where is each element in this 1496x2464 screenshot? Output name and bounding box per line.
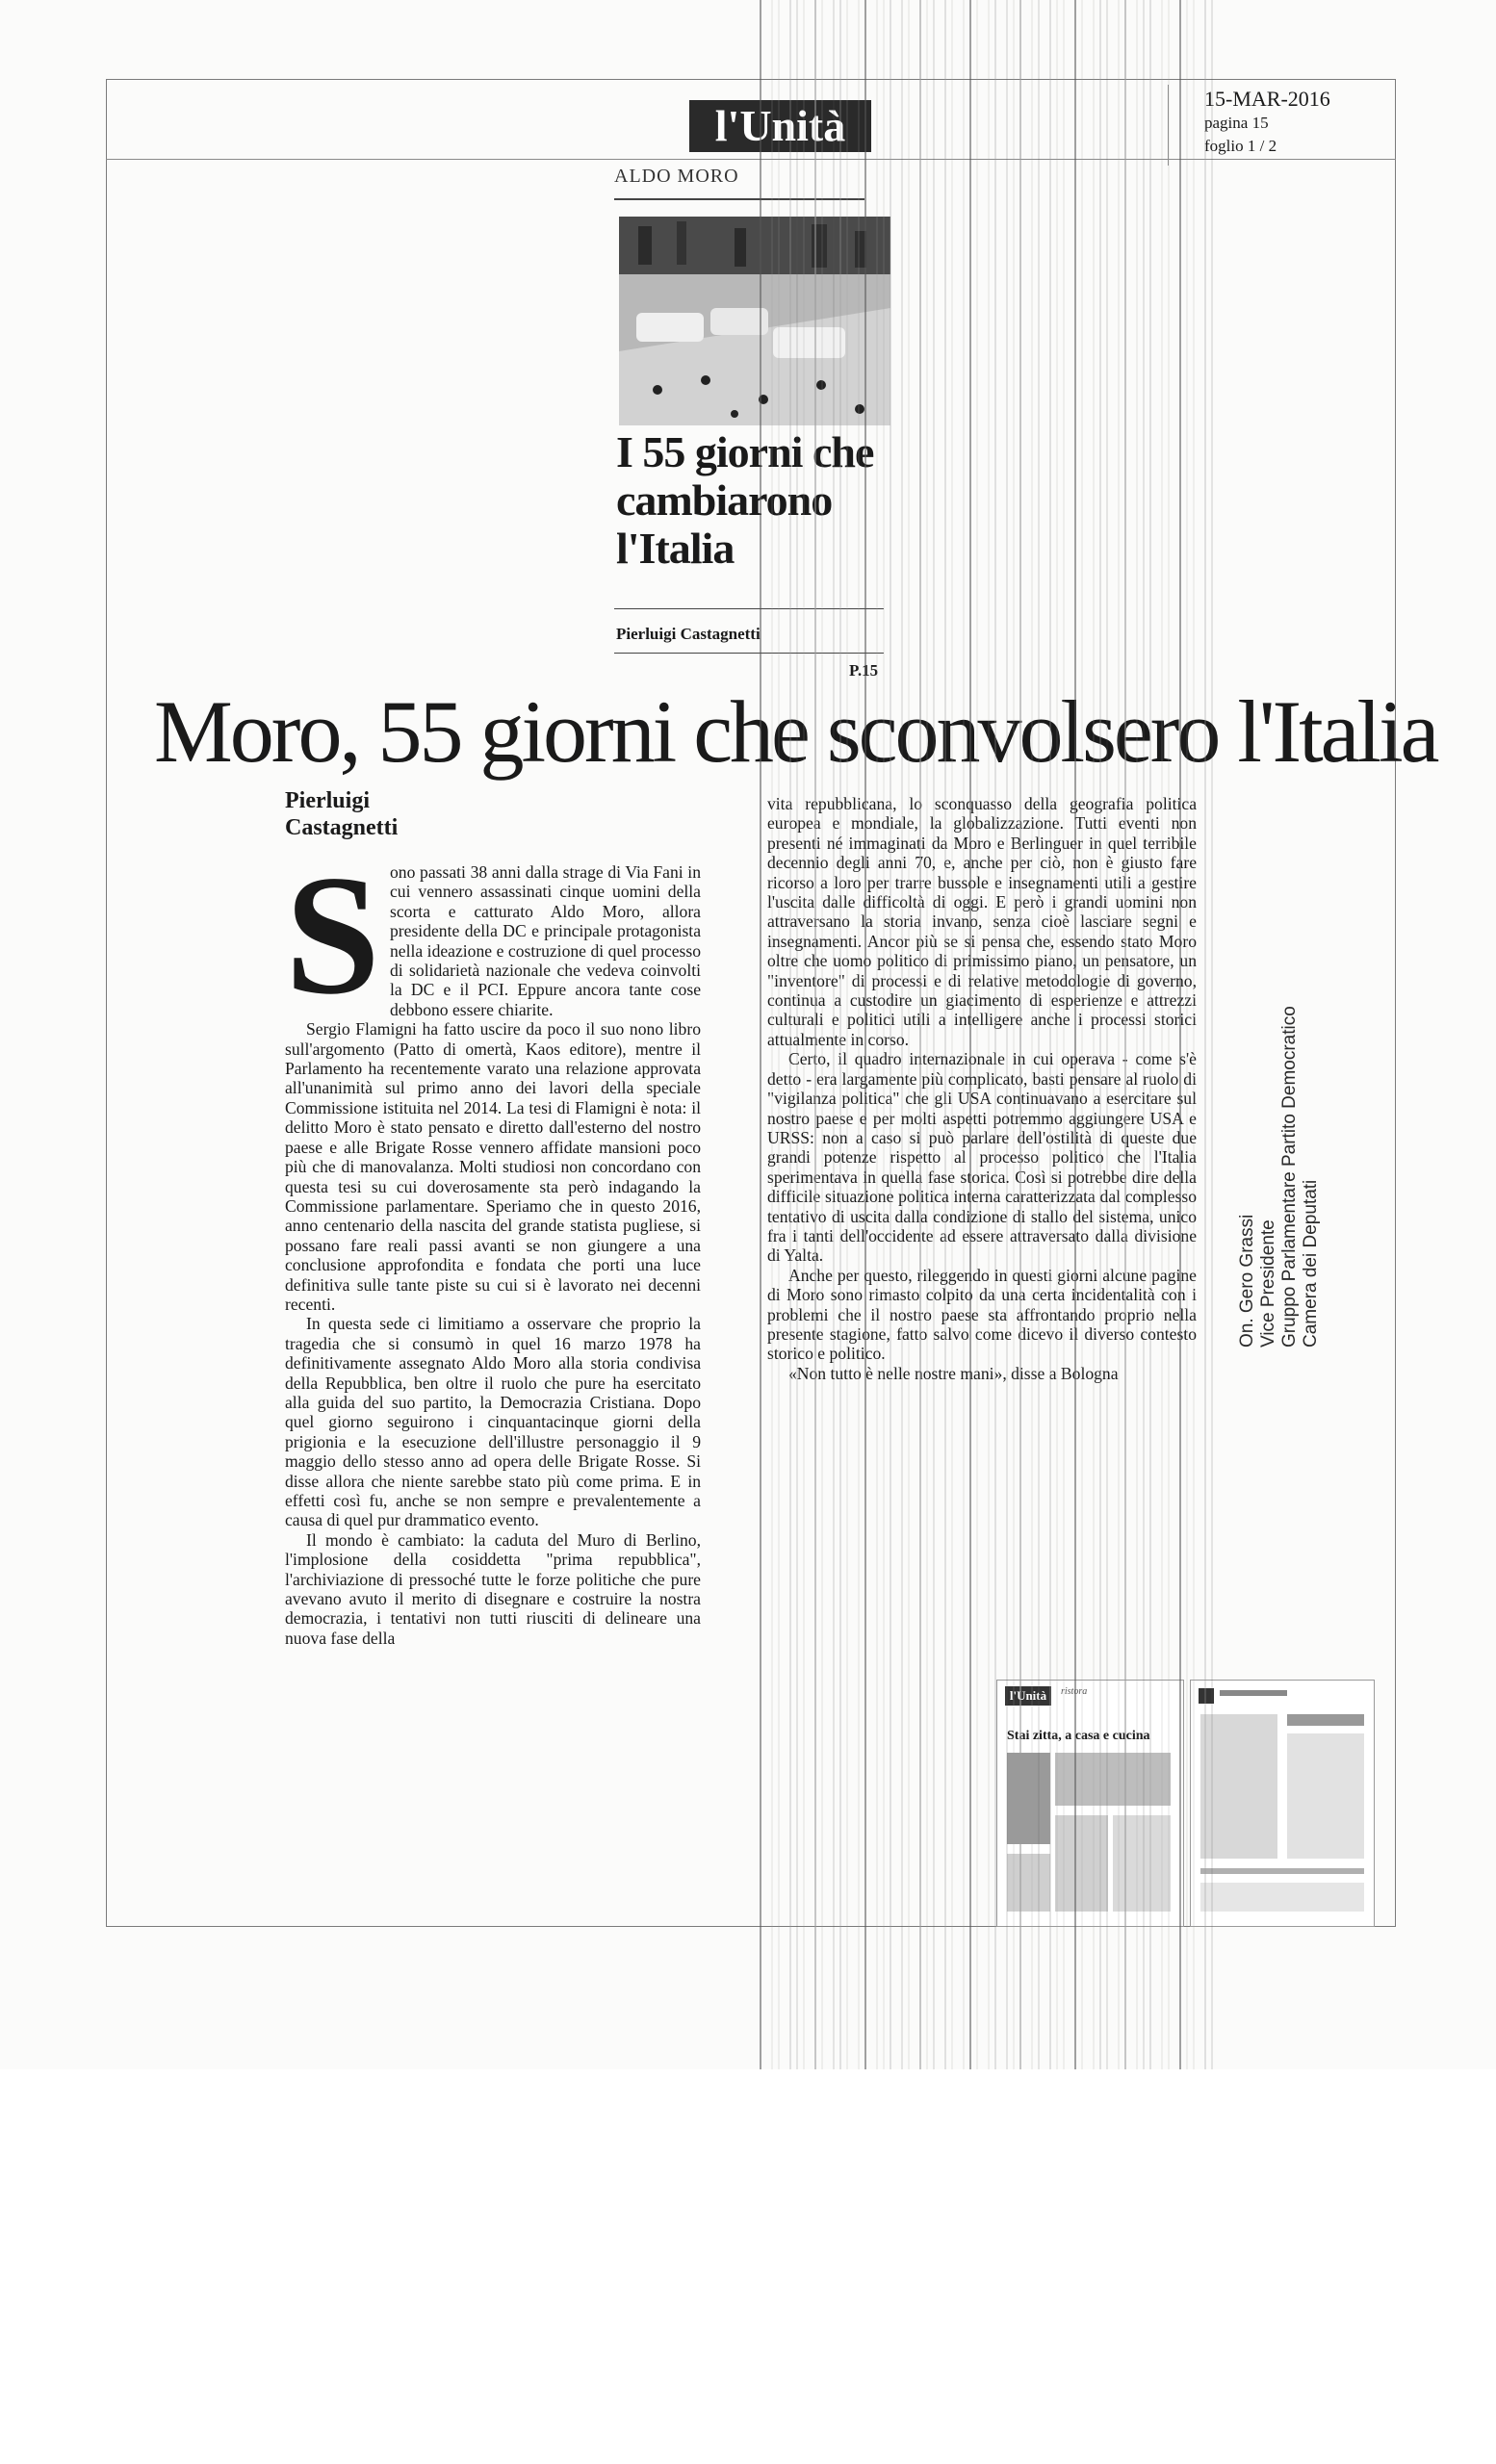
paragraph: Sergio Flamigni ha fatto uscire da poco il suo nono libro sull'argomento (Patto di omertà, Kaos editore), mentre il Parlamento ha recentemente varato una relazione approvata all'unanimità sul primo anno dei lavori della speciale Commissione istituita nel 2014. La tesi di Flamigni è nota: il delitto Moro è stato pensato e diretto dall'esterno del nostro paese e alle Brigate Rosse vennero affidate mansioni poco più che di manovalanza. Molti studiosi non concordano con questa tesi su cui doverosamente sta però indagando la Commissione parlamentare. Speriamo che in questo 2016, anno centenario della nascita del grande statista pugliese, si possano fare reali passi avanti se non giungere a una conclusione approfondita e fondata che porti una luce definitiva sulle tante piste su cui si è lavorato nei decenni recenti. [285, 1019, 701, 1314]
thumbnail-headline: Stai zitta, a casa e cucina [1007, 1729, 1150, 1743]
deputy-stamp-line: Camera dei Deputati [1301, 1179, 1321, 1348]
deputy-stamp-line: On. Gero Grassi [1237, 1214, 1257, 1348]
paragraph: ono passati 38 anni dalla strage di Via Fani in cui vennero assassinati cinque uomini della scorta e catturato Aldo Moro, allora presidente della DC e principale protagonista nella ideazione e costruzione di quel processo di solidarietà nazionale che vedeva coinvolti la DC e il PCI. Eppure ancora tante cose debbono essere chiarite. [390, 862, 701, 1019]
promo-title [616, 428, 905, 573]
thumbnail-logo: l'Unità [1005, 1686, 1051, 1706]
paragraph: In questa sede ci limitiamo a osservare che proprio la tragedia che si consumò in quel 16 marzo 1978 ha definitivamente assegnato Aldo Moro alla storia condivisa della Repubblica, ben oltre il ruolo che pure ha esercitato alla guida del suo partito, la Democrazia Cristiana. Dopo quel giorno seguirono i cinquantacinque giorni della prigionia e la esecuzione dell'illustre personaggio il 9 maggio dello stesso anno ad opera delle Brigate Rosse. Si disse allora che niente sarebbe stato più come prima. E in effetti così fu, anche se non sempre e prevalentemente a causa di quel pur drammatico evento. [285, 1314, 701, 1530]
author-last-name: Castagnetti [285, 815, 399, 840]
page-thumbnail [996, 1680, 1184, 1927]
article-column-1 [285, 862, 701, 1877]
paragraph: Il mondo è cambiato: la caduta del Muro di Berlino, l'implosione della cosiddetta "prima repubblica", l'archiviazione di pressoché tutte le forze politiche che pure avevano avuto il merito di disegnare e costruire la nostra democrazia, i tentativi non tutti riusciti di delineare una nuova fase della [285, 1529, 701, 1648]
deputy-stamp [1237, 1006, 1322, 1348]
article-headline: Moro, 55 giorni che sconvolsero l'Italia [154, 682, 1437, 781]
thumbnail-label: ristora [1061, 1686, 1088, 1697]
stamp-page: pagina 15 [1204, 114, 1269, 132]
press-clipping-stamp [1168, 85, 1395, 166]
kicker-rule [614, 198, 864, 200]
promo-title-line: l'Italia [616, 524, 735, 573]
deputy-stamp-line: Vice Presidente [1258, 1219, 1278, 1348]
promo-page-ref: P.15 [849, 661, 879, 680]
promo-title-line: I 55 giorni che [616, 427, 874, 476]
page-thumbnail [1190, 1680, 1375, 1927]
section-kicker: ALDO MORO [614, 166, 739, 187]
promo-byline: Pierluigi Castagnetti [616, 625, 761, 643]
thumbnail-layout-graphic [1191, 1681, 1374, 1926]
promo-rule [614, 653, 884, 654]
paragraph: Anche per questo, rileggendo in questi giorni alcune pagine di Moro sono rimasto colpito da una certa incidentalità con i problemi che il nostro paese sta affrontando proprio nella presente stagione, fatto salvo come dicevo il diverso contesto storico e politico. [767, 1265, 1197, 1364]
promo-title-line: cambiarono [616, 475, 833, 525]
promo-rule [614, 608, 884, 609]
thumbnail-layout-graphic [997, 1681, 1183, 1926]
deputy-stamp-line: Gruppo Parlamentare Partito Democratico [1279, 1006, 1300, 1348]
stamp-sheet: foglio 1 / 2 [1204, 137, 1277, 155]
newspaper-logo: l'Unità [689, 100, 871, 152]
article-author [285, 787, 398, 841]
stamp-date: 15-MAR-2016 [1204, 87, 1330, 111]
drop-cap: S [285, 862, 380, 1030]
paragraph: vita repubblicana, lo sconquasso della geografia politica europea e mondiale, la globalizzazione. Tutti eventi non presenti né immaginati da Moro e Berlinguer in quel terribile decennio degli anni 70, e, anche per ciò, non è giusto fare ricorso a loro per trarre bussole e insegnamenti utili a gestire l'uscita dalle difficoltà di oggi. E però i grandi uomini non attraversano la storia invano, senza cioè lasciare segni e insegnamenti. Ancor più se si pensa che, essendo stato Moro oltre che uomo politico di primissimo piano, un pensatore, un "inventore" di processi e di relative metodologie di governo, continua a custodire un giacimento di esperienze e attrezzi culturali e politici utili a intelligere anche i processi storici attualmente in corso. [767, 794, 1197, 1049]
author-first-name: Pierluigi [285, 788, 370, 813]
paragraph: Certo, il quadro internazionale in cui operava - come s'è detto - era largamente più complicato, basti pensare al ruolo di "vigilanza politica" che gli USA continuavano a esercitare sul nostro paese e per molti aspetti potremmo aggiungere USA e URSS: non a caso si può parlare dell'ostilità di queste due grandi potenze rispetto al processo politico che l'Italia sperimentava in quella fase storica. Così si potrebbe dire della difficile situazione politica interna caratterizzata dal complesso tentativo di uscita dalla condizione di stallo del sistema, unico fra i tanti dell'occidente ad essere attraversato dalla divisione di Yalta. [767, 1049, 1197, 1266]
via-fani-photo [619, 217, 890, 425]
paragraph: «Non tutto è nelle nostre mani», disse a Bologna [788, 1363, 1119, 1383]
article-column-2 [767, 794, 1197, 1609]
